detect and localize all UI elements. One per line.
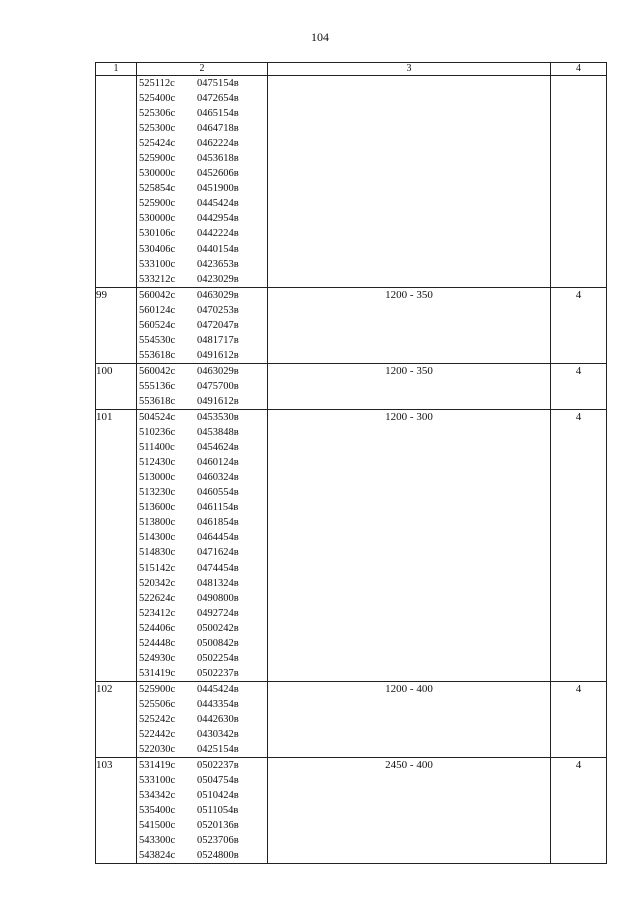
longitude-value: 0523706в xyxy=(197,835,239,847)
coordinate-pair xyxy=(137,697,267,712)
coordinate-pair xyxy=(137,106,267,121)
table-body xyxy=(96,76,607,864)
column-4-value: 4 xyxy=(551,758,607,864)
longitude-value: 0430342в xyxy=(197,729,239,741)
coordinate-pair xyxy=(137,136,267,151)
longitude-value: 0491612в xyxy=(197,349,239,361)
coordinate-pair xyxy=(137,773,267,788)
coordinate-pair xyxy=(137,712,267,727)
longitude-value: 0471624в xyxy=(197,547,239,559)
table-row xyxy=(96,363,607,409)
coordinate-pair xyxy=(137,455,267,470)
table-row xyxy=(96,410,607,682)
header-col-4: 4 xyxy=(551,63,607,76)
latitude-value: 513000с xyxy=(139,472,176,484)
latitude-value: 534342с xyxy=(139,790,176,802)
coordinate-pair xyxy=(137,288,267,303)
coordinate-pair xyxy=(137,379,267,394)
longitude-value: 0520136в xyxy=(197,820,239,832)
longitude-value: 0453530в xyxy=(197,412,239,424)
longitude-value: 0490800в xyxy=(197,592,239,604)
longitude-value: 0481717в xyxy=(197,334,239,346)
latitude-value: 514830с xyxy=(139,547,176,559)
latitude-value: 530406с xyxy=(139,243,176,255)
latitude-value: 560524с xyxy=(139,319,176,331)
latitude-value: 525242с xyxy=(139,713,176,725)
latitude-value: 504524с xyxy=(139,412,176,424)
column-4-value: 4 xyxy=(551,410,607,682)
coordinate-pair xyxy=(137,530,267,545)
latitude-value: 553618с xyxy=(139,395,176,407)
longitude-value: 0502254в xyxy=(197,652,239,664)
latitude-value: 543300с xyxy=(139,835,176,847)
longitude-value: 0460124в xyxy=(197,457,239,469)
longitude-value: 0442224в xyxy=(197,228,239,240)
longitude-value: 0470253в xyxy=(197,304,239,316)
longitude-value: 0524800в xyxy=(197,850,239,862)
latitude-value: 530000с xyxy=(139,213,176,225)
longitude-value: 0440154в xyxy=(197,243,239,255)
latitude-value: 513600с xyxy=(139,502,176,514)
coordinate-pair xyxy=(137,500,267,515)
longitude-value: 0492724в xyxy=(197,607,239,619)
longitude-value: 0472654в xyxy=(197,93,239,105)
latitude-value: 525400с xyxy=(139,93,176,105)
longitude-value: 0474454в xyxy=(197,562,239,574)
table-row xyxy=(96,681,607,757)
latitude-value: 553618с xyxy=(139,349,176,361)
coordinate-pair xyxy=(137,181,267,196)
longitude-value: 0462224в xyxy=(197,138,239,150)
latitude-value: 514300с xyxy=(139,532,176,544)
longitude-value: 0463029в xyxy=(197,365,239,377)
latitude-value: 555136с xyxy=(139,380,176,392)
altitude-range: 1200 - 300 xyxy=(268,410,551,682)
coordinate-pair xyxy=(137,166,267,181)
latitude-value: 525900с xyxy=(139,153,176,165)
coordinate-pair xyxy=(137,833,267,848)
longitude-value: 0465154в xyxy=(197,108,239,120)
latitude-value: 535400с xyxy=(139,805,176,817)
longitude-value: 0443354в xyxy=(197,698,239,710)
coordinate-list xyxy=(137,287,268,363)
latitude-value: 522442с xyxy=(139,729,176,741)
longitude-value: 0461854в xyxy=(197,517,239,529)
latitude-value: 525854с xyxy=(139,183,176,195)
coordinate-pair xyxy=(137,818,267,833)
coordinate-pair xyxy=(137,666,267,681)
table-row xyxy=(96,287,607,363)
column-4-value: 4 xyxy=(551,681,607,757)
table-row xyxy=(96,76,607,288)
longitude-value: 0502237в xyxy=(197,760,239,772)
column-4-value xyxy=(551,76,607,288)
longitude-value: 0464454в xyxy=(197,532,239,544)
latitude-value: 530106с xyxy=(139,228,176,240)
coordinate-pair xyxy=(137,333,267,348)
header-col-2: 2 xyxy=(137,63,268,76)
column-4-value: 4 xyxy=(551,287,607,363)
row-number: 102 xyxy=(96,681,137,757)
coordinates-table xyxy=(95,62,607,864)
coordinate-pair xyxy=(137,651,267,666)
latitude-value: 531419с xyxy=(139,760,176,772)
latitude-value: 513230с xyxy=(139,487,176,499)
latitude-value: 525306с xyxy=(139,108,176,120)
altitude-range: 2450 - 400 xyxy=(268,758,551,864)
altitude-range: 1200 - 350 xyxy=(268,287,551,363)
latitude-value: 543824с xyxy=(139,850,176,862)
coordinate-pair xyxy=(137,576,267,591)
latitude-value: 523412с xyxy=(139,607,176,619)
latitude-value: 531419с xyxy=(139,667,176,679)
latitude-value: 524406с xyxy=(139,622,176,634)
coordinate-pair xyxy=(137,410,267,425)
coordinate-pair xyxy=(137,272,267,287)
coordinate-list xyxy=(137,681,268,757)
longitude-value: 0423653в xyxy=(197,258,239,270)
longitude-value: 0442954в xyxy=(197,213,239,225)
altitude-range xyxy=(268,76,551,288)
longitude-value: 0445424в xyxy=(197,198,239,210)
latitude-value: 525900с xyxy=(139,683,176,695)
coordinate-pair xyxy=(137,242,267,257)
longitude-value: 0511054в xyxy=(197,805,239,817)
coordinate-pair xyxy=(137,394,267,409)
longitude-value: 0504754в xyxy=(197,775,239,787)
coordinate-pair xyxy=(137,606,267,621)
longitude-value: 0463029в xyxy=(197,289,239,301)
latitude-value: 522624с xyxy=(139,592,176,604)
altitude-range: 1200 - 400 xyxy=(268,681,551,757)
row-number: 100 xyxy=(96,363,137,409)
longitude-value: 0454624в xyxy=(197,442,239,454)
longitude-value: 0453848в xyxy=(197,427,239,439)
row-number: 103 xyxy=(96,758,137,864)
longitude-value: 0481324в xyxy=(197,577,239,589)
latitude-value: 560042с xyxy=(139,289,176,301)
longitude-value: 0500242в xyxy=(197,622,239,634)
longitude-value: 0472047в xyxy=(197,319,239,331)
latitude-value: 513800с xyxy=(139,517,176,529)
latitude-value: 524448с xyxy=(139,637,176,649)
coordinate-pair xyxy=(137,151,267,166)
coordinate-pair xyxy=(137,727,267,742)
longitude-value: 0451900в xyxy=(197,183,239,195)
coordinate-pair xyxy=(137,425,267,440)
longitude-value: 0475154в xyxy=(197,78,239,89)
latitude-value: 525900с xyxy=(139,198,176,210)
longitude-value: 0425154в xyxy=(197,744,239,756)
page-number: 104 xyxy=(311,30,329,44)
row-number: 99 xyxy=(96,287,137,363)
longitude-value: 0460554в xyxy=(197,487,239,499)
latitude-value: 533100с xyxy=(139,775,176,787)
coordinate-pair xyxy=(137,742,267,757)
coordinate-list xyxy=(137,410,268,682)
latitude-value: 524930с xyxy=(139,652,176,664)
coordinate-pair xyxy=(137,621,267,636)
coordinate-pair xyxy=(137,545,267,560)
coordinate-pair xyxy=(137,303,267,318)
latitude-value: 525506с xyxy=(139,698,176,710)
coordinate-pair xyxy=(137,440,267,455)
coordinate-pair xyxy=(137,848,267,863)
longitude-value: 0475700в xyxy=(197,380,239,392)
longitude-value: 0461154в xyxy=(197,502,239,514)
longitude-value: 0500842в xyxy=(197,637,239,649)
coordinate-pair xyxy=(137,257,267,272)
latitude-value: 520342с xyxy=(139,577,176,589)
latitude-value: 560042с xyxy=(139,365,176,377)
altitude-range: 1200 - 350 xyxy=(268,363,551,409)
coordinate-list xyxy=(137,76,268,288)
coordinate-pair xyxy=(137,758,267,773)
latitude-value: 510236с xyxy=(139,427,176,439)
coordinate-pair xyxy=(137,211,267,226)
latitude-value: 522030с xyxy=(139,744,176,756)
latitude-value: 541500с xyxy=(139,820,176,832)
latitude-value: 533100с xyxy=(139,258,176,270)
table-header-row xyxy=(96,63,607,76)
latitude-value: 525424с xyxy=(139,138,176,150)
coordinate-pair xyxy=(137,364,267,379)
coordinate-pair xyxy=(137,636,267,651)
longitude-value: 0453618в xyxy=(197,153,239,165)
table-row xyxy=(96,758,607,864)
longitude-value: 0460324в xyxy=(197,472,239,484)
coordinate-pair xyxy=(137,470,267,485)
coordinate-pair xyxy=(137,348,267,363)
coordinate-pair xyxy=(137,591,267,606)
coordinate-pair xyxy=(137,561,267,576)
longitude-value: 0510424в xyxy=(197,790,239,802)
latitude-value: 511400с xyxy=(139,442,175,454)
latitude-value: 512430с xyxy=(139,457,176,469)
coordinate-list xyxy=(137,758,268,864)
coordinate-pair xyxy=(137,226,267,241)
latitude-value: 525112с xyxy=(139,78,175,89)
latitude-value: 554530с xyxy=(139,334,176,346)
longitude-value: 0452606в xyxy=(197,168,239,180)
coordinate-pair xyxy=(137,121,267,136)
header-col-3: 3 xyxy=(268,63,551,76)
latitude-value: 525300с xyxy=(139,123,176,135)
longitude-value: 0464718в xyxy=(197,123,239,135)
longitude-value: 0491612в xyxy=(197,395,239,407)
latitude-value: 560124с xyxy=(139,304,176,316)
coordinate-pair xyxy=(137,515,267,530)
coordinate-pair xyxy=(137,318,267,333)
longitude-value: 0502237в xyxy=(197,667,239,679)
longitude-value: 0445424в xyxy=(197,683,239,695)
longitude-value: 0442630в xyxy=(197,713,239,725)
header-col-1: 1 xyxy=(96,63,137,76)
longitude-value: 0423029в xyxy=(197,273,239,285)
coordinate-pair xyxy=(137,196,267,211)
latitude-value: 515142с xyxy=(139,562,176,574)
column-4-value: 4 xyxy=(551,363,607,409)
coordinate-list xyxy=(137,363,268,409)
coordinate-pair xyxy=(137,788,267,803)
coordinate-pair xyxy=(137,682,267,697)
coordinate-pair xyxy=(137,485,267,500)
coordinate-pair xyxy=(137,76,267,91)
latitude-value: 530000с xyxy=(139,168,176,180)
row-number xyxy=(96,76,137,288)
latitude-value: 533212с xyxy=(139,273,176,285)
row-number: 101 xyxy=(96,410,137,682)
coordinate-pair xyxy=(137,803,267,818)
coordinate-pair xyxy=(137,91,267,106)
